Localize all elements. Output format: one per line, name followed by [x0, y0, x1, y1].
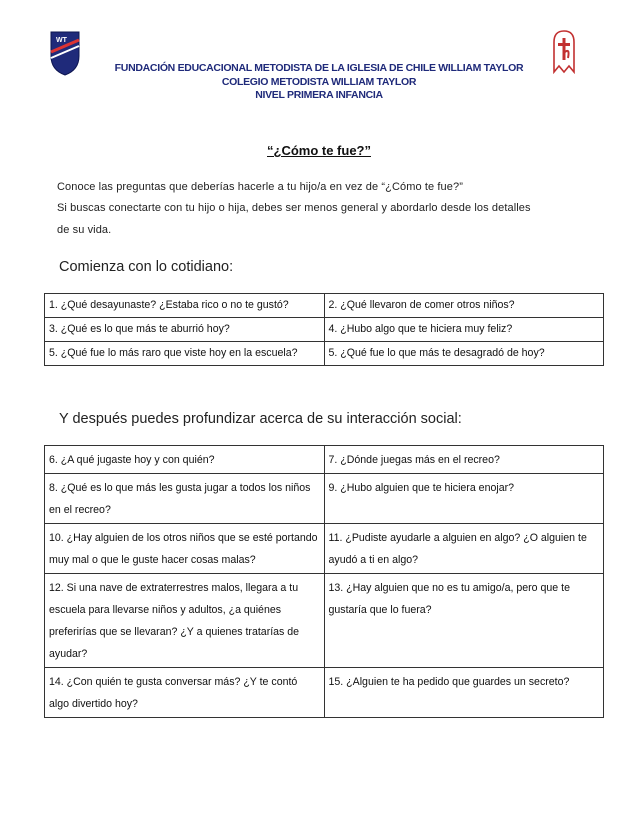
table-row	[45, 574, 604, 668]
table-row	[45, 524, 604, 574]
document-title	[0, 143, 638, 158]
question-cell: 7. ¿Dónde juegas más en el recreo?	[324, 446, 604, 474]
table-row	[45, 668, 604, 718]
question-cell: 2. ¿Qué llevaron de comer otros niños?	[324, 294, 604, 318]
question-cell: 12. Si una nave de extraterrestres malos, llegara a tu escuela para llevarse niños y adultos, ¿a quiénes preferirías que se llevaran? ¿Y a quienes tratarías de ayudar?	[45, 574, 325, 668]
intro-line-3: de su vida.	[57, 224, 112, 236]
table-row	[45, 446, 604, 474]
table-row	[45, 474, 604, 524]
table-row	[45, 318, 604, 342]
intro-line-2: Si buscas conectarte con tu hijo o hija, debes ser menos general y abordarlo desde los detalles	[57, 202, 531, 214]
question-cell: 15. ¿Alguien te ha pedido que guardes un secreto?	[324, 668, 604, 718]
document-title-text: “¿Cómo te fue?”	[267, 143, 371, 158]
question-cell: 14. ¿Con quién te gusta conversar más? ¿Y te contó algo divertido hoy?	[45, 668, 325, 718]
daily-questions-table	[44, 293, 604, 366]
foundation-name: FUNDACIÓN EDUCACIONAL METODISTA DE LA IGLESIA DE CHILE WILLIAM TAYLOR	[114, 62, 524, 74]
section-heading-social: Y después puedes profundizar acerca de su interacción social:	[59, 411, 462, 427]
question-cell: 5. ¿Qué fue lo más raro que viste hoy en la escuela?	[45, 342, 325, 366]
table-row	[45, 342, 604, 366]
question-cell: 10. ¿Hay alguien de los otros niños que se esté portando muy mal o que le guste hacer cosas malas?	[45, 524, 325, 574]
question-cell: 4. ¿Hubo algo que te hiciera muy feliz?	[324, 318, 604, 342]
question-cell: 6. ¿A qué jugaste hoy y con quién?	[45, 446, 325, 474]
level-name: NIVEL PRIMERA INFANCIA	[255, 89, 383, 101]
social-questions-table	[44, 445, 604, 718]
question-cell: 9. ¿Hubo alguien que te hiciera enojar?	[324, 474, 604, 524]
question-cell: 8. ¿Qué es lo que más les gusta jugar a todos los niños en el recreo?	[45, 474, 325, 524]
intro-line-1: Conoce las preguntas que deberías hacerle a tu hijo/a en vez de “¿Cómo te fue?”	[57, 181, 463, 193]
question-cell: 1. ¿Qué desayunaste? ¿Estaba rico o no te gustó?	[45, 294, 325, 318]
question-cell: 13. ¿Hay alguien que no es tu amigo/a, pero que te gustaría que lo fuera?	[324, 574, 604, 668]
question-cell: 11. ¿Pudiste ayudarle a alguien en algo? ¿O alguien te ayudó a ti en algo?	[324, 524, 604, 574]
question-cell: 3. ¿Qué es lo que más te aburrió hoy?	[45, 318, 325, 342]
table-row	[45, 294, 604, 318]
school-name: COLEGIO METODISTA WILLIAM TAYLOR	[221, 76, 417, 88]
logo-text: WT	[56, 37, 67, 44]
question-cell: 5. ¿Qué fue lo que más te desagradó de hoy?	[324, 342, 604, 366]
section-heading-daily: Comienza con lo cotidiano:	[59, 259, 234, 275]
